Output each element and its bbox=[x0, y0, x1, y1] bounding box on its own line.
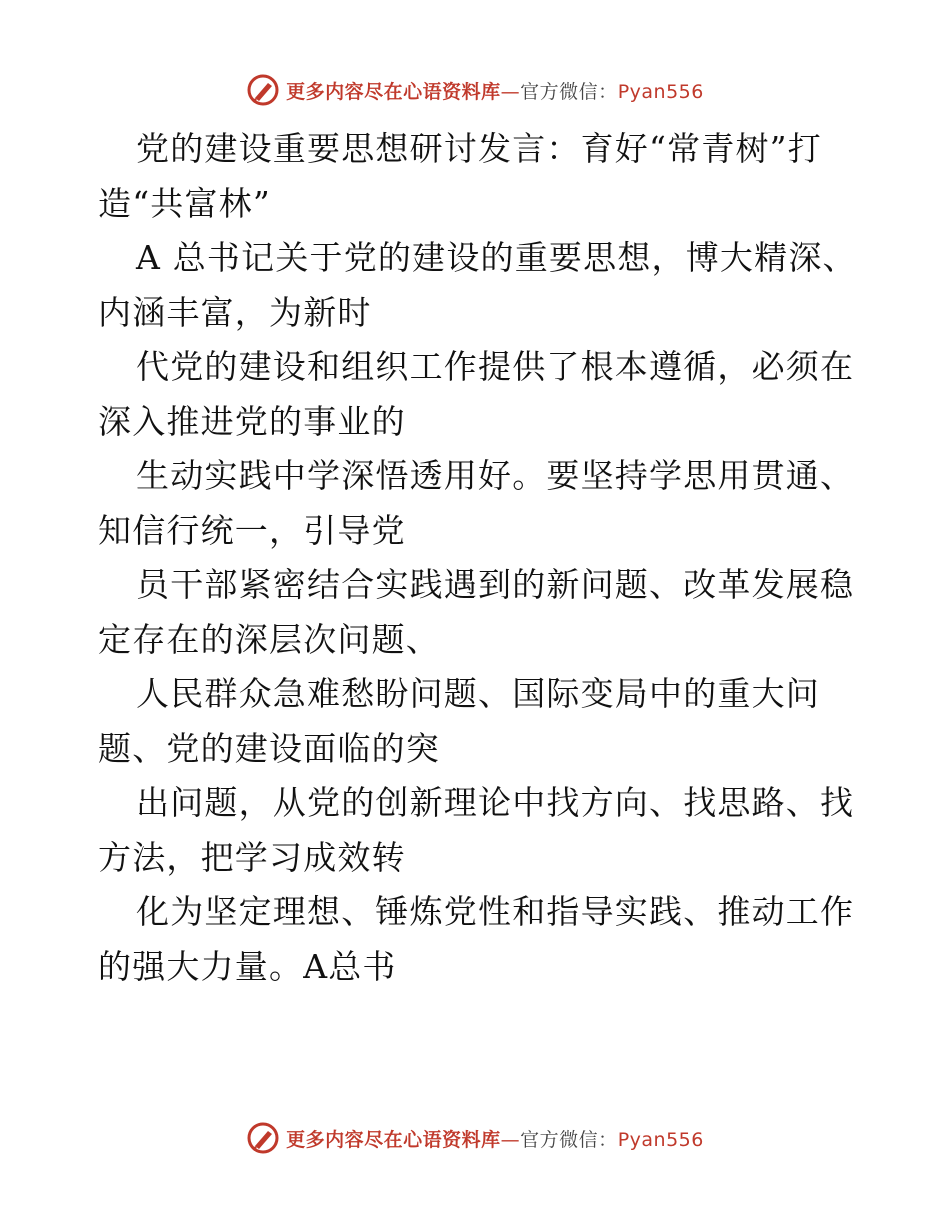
watermark-separator: — bbox=[500, 1128, 521, 1151]
body-line: A 总书记关于党的建设的重要思想，博大精深、 bbox=[136, 238, 857, 277]
body-line: 题、党的建设面临的突 bbox=[98, 728, 440, 768]
body-line: 代党的建设和组织工作提供了根本遵循，必须在 bbox=[136, 347, 855, 386]
watermark-label: 官方微信： bbox=[520, 80, 618, 103]
watermark-label: 官方微信： bbox=[520, 1128, 618, 1151]
body-line: 人民群众急难愁盼问题、国际变局中的重大问 bbox=[136, 674, 820, 713]
body-line: 定存在的深层次问题、 bbox=[98, 619, 440, 659]
pen-logo-icon bbox=[246, 1121, 280, 1155]
watermark-site-text: 更多内容尽在心语资料库 bbox=[286, 1128, 501, 1151]
footer-watermark bbox=[0, 1118, 950, 1158]
watermark-wechat-id: Pyan556 bbox=[617, 80, 704, 103]
pen-logo-icon bbox=[246, 73, 280, 107]
body-line: 深入推进党的事业的 bbox=[98, 401, 406, 441]
document-body bbox=[98, 122, 868, 994]
body-line: 的强大力量。A总书 bbox=[98, 946, 397, 986]
body-line: 生动实践中学深悟透用好。要坚持学思用贯通、 bbox=[136, 456, 855, 495]
header-watermark bbox=[0, 70, 950, 110]
body-line: 化为坚定理想、锤炼党性和指导实践、推动工作 bbox=[136, 892, 855, 931]
body-line: 方法，把学习成效转 bbox=[98, 837, 406, 877]
watermark-separator: — bbox=[500, 80, 521, 103]
watermark-wechat-id: Pyan556 bbox=[617, 1128, 704, 1151]
body-line: 党的建设重要思想研讨发言：育好“常青树”打 bbox=[136, 129, 822, 168]
body-line: 知信行统一，引导党 bbox=[98, 510, 406, 550]
body-line: 造“共富林” bbox=[98, 183, 271, 223]
body-line: 出问题，从党的创新理论中找方向、找思路、找 bbox=[136, 783, 855, 822]
body-line: 员干部紧密结合实践遇到的新问题、改革发展稳 bbox=[136, 565, 855, 604]
body-line: 内涵丰富，为新时 bbox=[98, 292, 372, 332]
watermark-site-text: 更多内容尽在心语资料库 bbox=[286, 80, 501, 103]
